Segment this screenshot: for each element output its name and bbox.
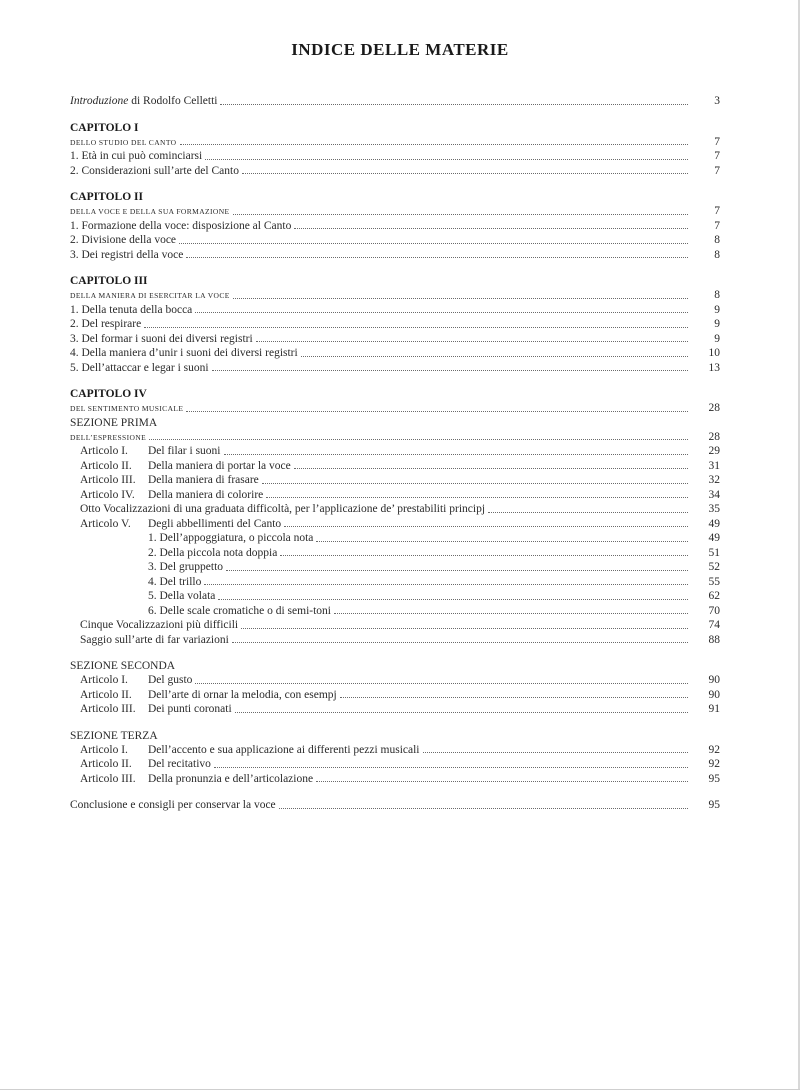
toc-entry-articolo: Articolo I. Del filar i suoni 29 <box>80 445 720 457</box>
page-number: 88 <box>708 633 720 646</box>
page-number: 55 <box>708 575 720 588</box>
toc-entry: DEL SENTIMENTO MUSICALE 28 <box>70 402 720 414</box>
dot-leader <box>241 628 688 629</box>
page-number: 92 <box>708 758 720 770</box>
page-number: 32 <box>708 474 720 486</box>
dot-leader <box>205 159 688 160</box>
dot-leader <box>212 370 688 371</box>
dot-leader <box>266 497 688 498</box>
page-number: 9 <box>714 303 720 316</box>
section-heading: SEZIONE SECONDA <box>70 660 176 672</box>
page-number: 62 <box>708 590 720 602</box>
page-number: 95 <box>708 799 720 811</box>
toc-entry: 1. Età in cui può cominciarsi 7 <box>70 150 720 162</box>
dot-leader <box>316 541 688 542</box>
dot-leader <box>233 214 688 215</box>
dot-leader <box>294 228 688 229</box>
chapter-heading: CAPITOLO IV <box>70 388 147 400</box>
dot-leader <box>226 570 688 571</box>
toc-entry-articolo: Articolo II. Dell’arte di ornar la melodia, con esempj 90 <box>80 688 720 701</box>
page-number: 8 <box>714 234 720 246</box>
page-number: 10 <box>708 347 720 359</box>
page-number: 31 <box>708 459 720 472</box>
toc-entry: 1. Della tenuta della bocca 9 <box>70 303 720 316</box>
page-number: 8 <box>714 289 720 301</box>
page-number: 35 <box>708 503 720 515</box>
dot-leader <box>233 298 688 299</box>
toc-entry-articolo: Articolo III. Dei punti coronati 91 <box>80 703 720 715</box>
page-number: 7 <box>714 219 720 232</box>
page-number: 9 <box>714 332 720 345</box>
dot-leader <box>488 512 688 513</box>
toc-entry-articolo: Articolo II. Della maniera di portar la voce 31 <box>80 459 720 472</box>
dot-leader <box>186 411 688 412</box>
toc-entry: 2. Considerazioni sull’arte del Canto 7 <box>70 164 720 177</box>
chapter-heading: CAPITOLO I <box>70 121 139 134</box>
page-number: 34 <box>708 488 720 501</box>
toc-entry-introduzione <box>70 94 720 109</box>
dot-leader <box>279 808 688 809</box>
toc-entry-abbellimento: 4. Del trillo 55 <box>148 575 720 588</box>
page-number: 74 <box>708 619 720 631</box>
toc-entry-abbellimento: 2. Della piccola nota doppia 51 <box>148 546 720 559</box>
page-number: 90 <box>708 674 720 686</box>
toc-entry: DELLA VOCE E DELLA SUA FORMAZIONE 7 <box>70 205 720 217</box>
dot-leader <box>195 683 688 684</box>
dot-leader <box>180 144 689 145</box>
toc-entry-abbellimento: 1. Dell’appoggiatura, o piccola nota 49 <box>148 532 720 544</box>
chapter-heading: CAPITOLO III <box>70 275 148 287</box>
page-number: 7 <box>714 135 720 148</box>
section-heading: SEZIONE PRIMA <box>70 416 158 429</box>
dot-leader <box>220 104 688 105</box>
table-of-contents <box>70 94 720 813</box>
dot-leader <box>284 526 688 527</box>
toc-entry: Saggio sull’arte di far variazioni 88 <box>80 633 720 646</box>
dot-leader <box>204 584 688 585</box>
section-heading: SEZIONE TERZA <box>70 729 158 742</box>
dot-leader <box>224 454 689 455</box>
page-number: 28 <box>708 430 720 443</box>
page-number: 95 <box>708 772 720 785</box>
dot-leader <box>242 173 688 174</box>
page-number: 13 <box>708 361 720 374</box>
intro-author: di Rodolfo Celletti <box>128 95 218 107</box>
page-number: 9 <box>714 318 720 330</box>
dot-leader <box>423 752 688 753</box>
dot-leader <box>149 439 688 440</box>
toc-entry: Otto Vocalizzazioni di una graduata difficoltà, per l’applicazione de’ prestabiliti principj 35 <box>80 503 720 515</box>
page-number: 70 <box>708 604 720 617</box>
dot-leader <box>232 642 688 643</box>
toc-entry-articolo: Articolo III. Della pronunzia e dell’articolazione 95 <box>80 772 720 785</box>
dot-leader <box>235 712 688 713</box>
intro-italic: Introduzione <box>70 95 129 107</box>
page-number: 90 <box>708 688 720 701</box>
toc-entry: Cinque Vocalizzazioni più difficili 74 <box>80 619 720 631</box>
page-number: 3 <box>714 95 720 107</box>
toc-entry-articolo: Articolo I. Del gusto 90 <box>80 674 720 686</box>
page-number: 7 <box>714 150 720 162</box>
toc-entry-articolo: Articolo II. Del recitativo 92 <box>80 758 720 770</box>
toc-entry: 3. Del formar i suoni dei diversi registri 9 <box>70 332 720 345</box>
dot-leader <box>294 468 688 469</box>
toc-entry-articolo: Articolo III. Della maniera di frasare 32 <box>80 474 720 486</box>
page-number: 7 <box>714 205 720 217</box>
dot-leader <box>334 613 688 614</box>
toc-entry: 2. Del respirare 9 <box>70 318 720 330</box>
page-number: 92 <box>708 743 720 756</box>
page-number: 7 <box>714 164 720 177</box>
dot-leader <box>144 327 688 328</box>
dot-leader <box>256 341 688 342</box>
toc-entry: DELLA MANIERA DI ESERCITAR LA VOCE 8 <box>70 289 720 301</box>
page-number: 28 <box>708 402 720 414</box>
toc-entry-articolo: Articolo IV. Della maniera di colorire 34 <box>80 488 720 501</box>
dot-leader <box>195 312 688 313</box>
toc-entry: 5. Dell’attaccar e legar i suoni 13 <box>70 361 720 374</box>
chapter-heading: CAPITOLO II <box>70 191 143 203</box>
dot-leader <box>262 483 688 484</box>
toc-entry: 3. Dei registri della voce 8 <box>70 248 720 261</box>
toc-entry: 2. Divisione della voce 8 <box>70 234 720 246</box>
dot-leader <box>186 257 688 258</box>
page-number: 8 <box>714 248 720 261</box>
toc-entry: DELLO STUDIO DEL CANTO 7 <box>70 135 720 148</box>
dot-leader <box>214 767 688 768</box>
page-number: 29 <box>708 445 720 457</box>
toc-entry-abbellimento: 5. Della volata 62 <box>148 590 720 602</box>
page-number: 49 <box>708 532 720 544</box>
page-title: INDICE DELLE MATERIE <box>291 40 509 59</box>
page-number: 52 <box>708 561 720 573</box>
page-number: 51 <box>708 546 720 559</box>
dot-leader <box>218 599 688 600</box>
dot-leader <box>340 697 688 698</box>
toc-entry-articolo: Articolo I. Dell’accento e sua applicazione ai differenti pezzi musicali 92 <box>80 743 720 756</box>
toc-entry: 1. Formazione della voce: disposizione al Canto 7 <box>70 219 720 232</box>
toc-entry-abbellimento: 3. Del gruppetto 52 <box>148 561 720 573</box>
toc-entry-conclusione: Conclusione e consigli per conservar la voce 95 <box>70 799 720 811</box>
toc-entry: 4. Della maniera d’unir i suoni dei diversi registri 10 <box>70 347 720 359</box>
dot-leader <box>301 356 688 357</box>
toc-entry: DELL’ESPRESSIONE 28 <box>70 430 720 443</box>
dot-leader <box>280 555 688 556</box>
toc-entry-articolo: Articolo V. Degli abbellimenti del Canto 49 <box>80 517 720 530</box>
dot-leader <box>316 781 688 782</box>
page-number: 91 <box>708 703 720 715</box>
page-number: 49 <box>708 517 720 530</box>
toc-entry-abbellimento: 6. Delle scale cromatiche o di semi-toni 70 <box>148 604 720 617</box>
dot-leader <box>179 243 688 244</box>
